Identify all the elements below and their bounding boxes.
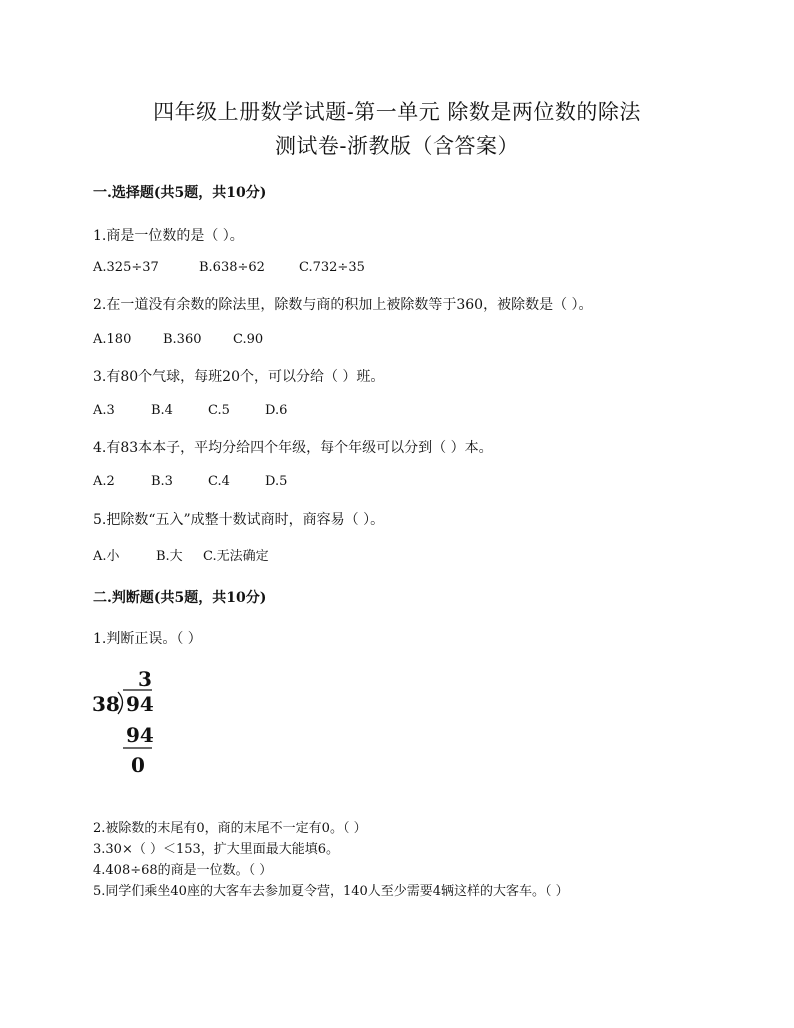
option-b: B.3 [151,474,173,489]
question-1-5: 5.把除数“五入”成整十数试商时，商容易（ ）。 [93,512,385,528]
question-1-4: 4.有83本本子，平均分给四个年级，每个年级可以分到（ ）本。 [93,440,493,456]
option-c: C.5 [208,403,230,418]
question-1-2: 2.在一道没有余数的除法里，除数与商的积加上被除数等于360，被除数是（ ）。 [93,297,593,313]
option-b: B.大 [156,549,183,564]
division-remainder: 0 [131,753,145,777]
option-a: A.325÷37 [93,260,159,275]
document-title-line2: 测试卷-浙教版（含答案） [274,134,520,158]
option-a: A.180 [93,332,132,347]
long-division-figure [92,666,172,780]
option-a: A.3 [93,403,115,418]
option-d: D.5 [265,474,288,489]
option-c: C.4 [208,474,230,489]
section2-heading: 二.判断题(共5题，共10分) [93,590,267,606]
options-1-3 [93,403,287,418]
option-d: D.6 [265,403,288,418]
question-1-3: 3.有80个气球，每班20个，可以分给（ ）班。 [93,369,385,385]
options-1-1 [93,260,365,275]
section1-heading: 一.选择题(共5题，共10分) [93,185,267,201]
question-2-2: 2.被除数的末尾有0，商的末尾不一定有0。（ ） [93,821,367,836]
question-2-3: 3.30×（ ）＜153，扩大里面最大能填6。 [93,842,340,857]
division-dividend: 94 [126,692,154,716]
options-1-5 [93,545,269,564]
options-1-4 [93,474,287,489]
division-divisor: 38 [92,692,120,716]
option-b: B.638÷62 [199,260,265,275]
option-c: C.无法确定 [203,549,269,564]
option-a: A.2 [93,474,115,489]
option-c: C.732÷35 [299,260,365,275]
question-1-1: 1.商是一位数的是（ ）。 [93,228,244,244]
division-quotient: 3 [138,667,152,691]
division-product: 94 [126,723,154,747]
question-2-4: 4.408÷68的商是一位数。（ ） [93,863,273,878]
option-c: C.90 [233,332,264,347]
document-title-line1: 四年级上册数学试题-第一单元 除数是两位数的除法 [153,100,641,124]
question-2-5: 5.同学们乘坐40座的大客车去参加夏令营，140人至少需要4辆这样的大客车。（ ） [93,884,569,899]
question-2-1: 1.判断正误。（ ） [93,631,202,647]
option-b: B.4 [151,403,173,418]
options-1-2 [93,332,263,347]
option-b: B.360 [163,332,202,347]
option-a: A.小 [93,549,120,564]
